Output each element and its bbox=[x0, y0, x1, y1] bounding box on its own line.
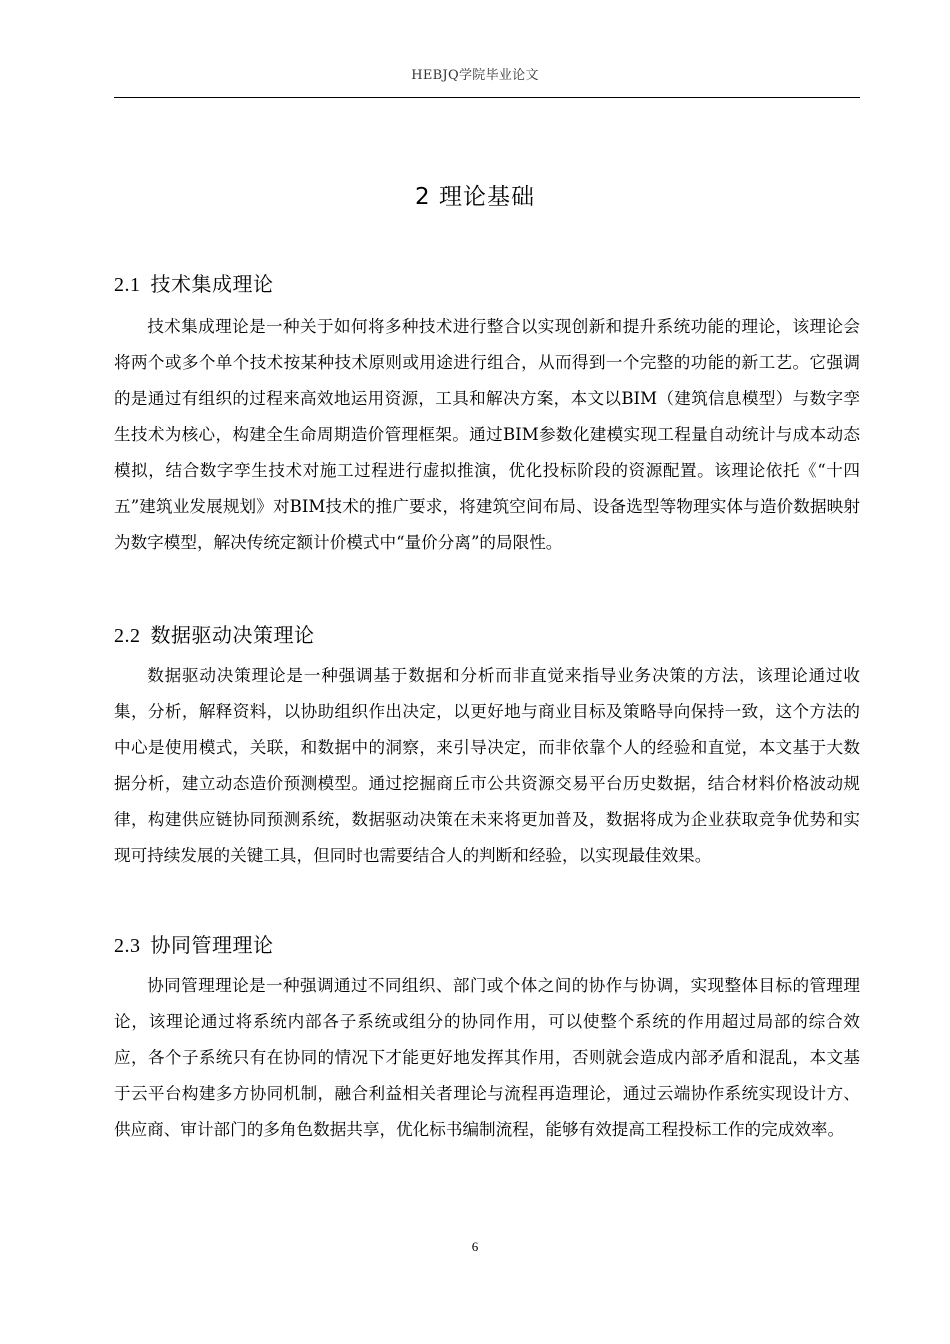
page-number: 6 bbox=[471, 1239, 479, 1254]
section-paragraph-2-1: 技术集成理论是一种关于如何将多种技术进行整合以实现创新和提升系统功能的理论，该理论会将两个或多个单个技术按某种技术原则或用途进行组合，从而得到一个完整的功能的新工艺。它强调的是通过有组织的过程来高效地运用资源，工具和解决方案，本文以BIM（建筑信息模型）与数字孪生技术为核心，构建全生命周期造价管理框架。通过BIM参数化建模实现工程量自动统计与成本动态模拟，结合数字孪生技术对施工过程进行虚拟推演，优化投标阶段的资源配置。该理论依托《“十四五”建筑业发展规划》对BIM技术的推广要求，将建筑空间布局、设备选型等物理实体与造价数据映射为数字模型，解决传统定额计价模式中“量价分离”的局限性。 bbox=[114, 317, 860, 552]
chapter-title: 2 理论基础 bbox=[415, 184, 535, 210]
header-rule bbox=[114, 97, 860, 98]
section-title: 技术集成理论 bbox=[150, 272, 274, 296]
section-paragraph-2-3: 协同管理理论是一种强调通过不同组织、部门或个体之间的协作与协调，实现整体目标的管理理论，该理论通过将系统内部各子系统或组分的协同作用，可以使整个系统的作用超过局部的综合效应，各个子系统只有在协同的情况下才能更好地发挥其作用，否则就会造成内部矛盾和混乱，本文基于云平台构建多方协同机制，融合利益相关者理论与流程再造理论，通过云端协作系统实现设计方、供应商、审计部门的多角色数据共享，优化标书编制流程，能够有效提高工程投标工作的完成效率。 bbox=[114, 976, 860, 1139]
section-title: 数据驱动决策理论 bbox=[150, 623, 315, 647]
section-number: 2.3 bbox=[114, 935, 141, 957]
section-title: 协同管理理论 bbox=[150, 933, 274, 957]
section-number: 2.2 bbox=[114, 625, 141, 647]
section-heading-2-2 bbox=[114, 619, 315, 648]
section-number: 2.1 bbox=[114, 274, 141, 296]
section-paragraph-2-2: 数据驱动决策理论是一种强调基于数据和分析而非直觉来指导业务决策的方法，该理论通过收集，分析，解释资料，以协助组织作出决定，以更好地与商业目标及策略导向保持一致，这个方法的中心是使用模式，关联，和数据中的洞察，来引导决定，而非依靠个人的经验和直觉，本文基于大数据分析，建立动态造价预测模型。通过挖掘商丘市公共资源交易平台历史数据，结合材料价格波动规律，构建供应链协同预测系统，数据驱动决策在未来将更加普及，数据将成为企业获取竞争优势和实现可持续发展的关键工具，但同时也需要结合人的判断和经验，以实现最佳效果。 bbox=[114, 666, 860, 865]
running-header: HEBJQ学院毕业论文 bbox=[411, 68, 539, 83]
section-heading-2-1 bbox=[114, 268, 274, 297]
section-heading-2-3 bbox=[114, 929, 274, 958]
